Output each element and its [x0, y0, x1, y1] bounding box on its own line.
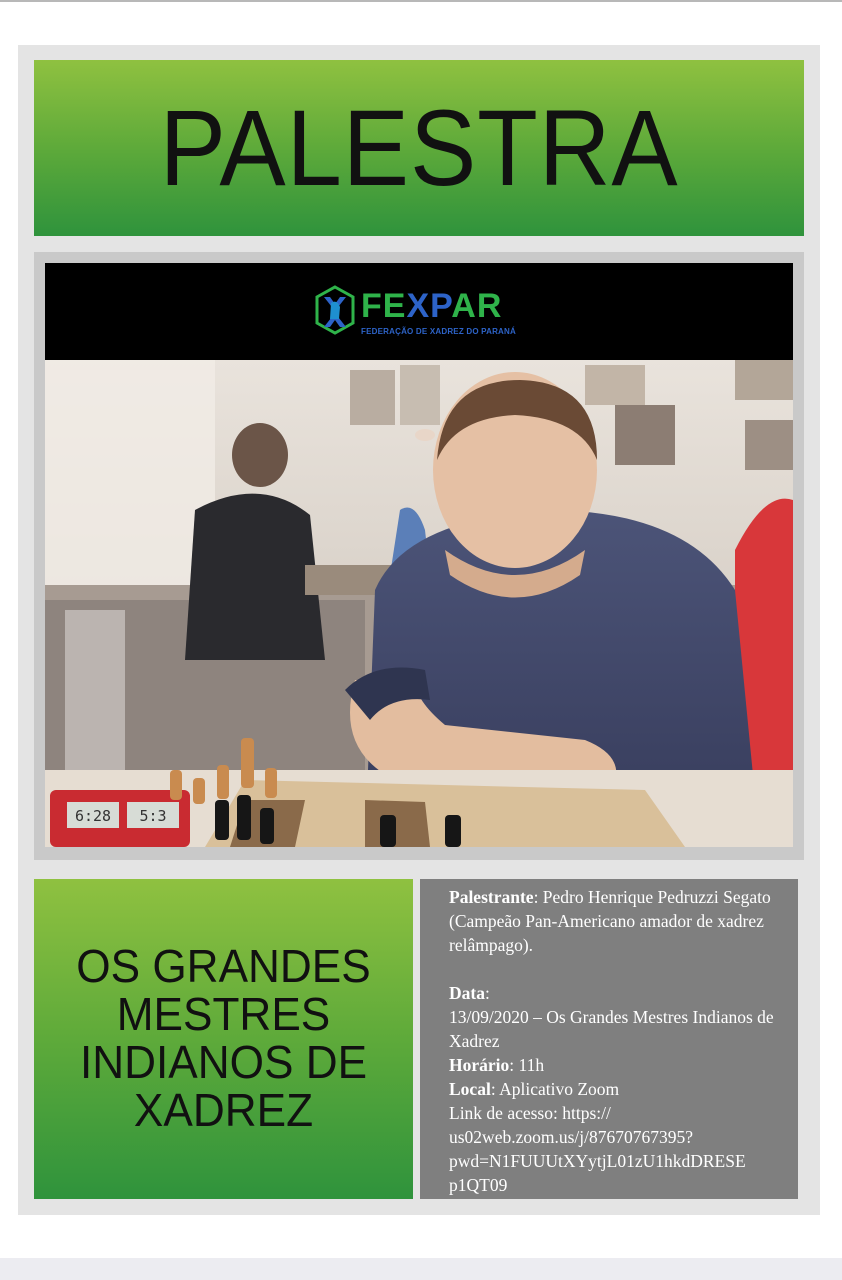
chess-clock-left: 6:28: [74, 807, 112, 825]
zoom-link-line[interactable]: Link de acesso: https://: [449, 1103, 611, 1123]
logo-brand-ar: AR: [451, 287, 503, 325]
talk-title-line: OS GRANDES: [76, 940, 371, 992]
event-info-box: [420, 879, 798, 1199]
time-text: : 11h: [509, 1055, 545, 1075]
time-label: Horário: [449, 1055, 510, 1075]
header-banner: [34, 60, 804, 236]
speaker-photo: [45, 360, 793, 847]
logo-brand-text: [361, 287, 502, 326]
date-heading: [449, 981, 789, 1005]
talk-title: [42, 942, 406, 1134]
logo-bar: [45, 263, 793, 360]
photo-frame: [34, 252, 804, 860]
zoom-link-line[interactable]: pwd=N1FUUUtXYytjL01zU1hkdDRESE: [449, 1151, 746, 1171]
talk-title-line: MESTRES: [116, 988, 331, 1040]
bottom-band: [0, 1258, 842, 1280]
chess-knight-logo-icon: [315, 285, 355, 337]
time-info: [449, 1053, 789, 1077]
place-label: Local: [449, 1079, 491, 1099]
speaker-text: : Pedro Henrique Pedruzzi Segato (Campeão Pan-Americano amador de xadrez relâmpago).: [449, 887, 771, 955]
place-info: [449, 1077, 789, 1101]
date-colon: :: [484, 983, 490, 1003]
page-title: PALESTRA: [159, 87, 679, 208]
talk-title-line: INDIANOS DE: [79, 1036, 368, 1088]
talk-title-line: XADREZ: [133, 1084, 314, 1136]
speaker-label: Palestrante: [449, 887, 534, 907]
chess-player-illustration: [45, 360, 793, 847]
fexpar-logo: [315, 283, 535, 343]
talk-title-box: [34, 879, 413, 1199]
speaker-info: [449, 885, 789, 957]
chess-clock-right: 5:3: [139, 807, 167, 825]
date-label: Data: [449, 983, 485, 1003]
date-text: 13/09/2020 – Os Grandes Mestres Indianos de Xadrez: [449, 1007, 774, 1051]
zoom-link-line[interactable]: us02web.zoom.us/j/87670767395?: [449, 1127, 694, 1147]
logo-subtitle: FEDERAÇÃO DE XADREZ DO PARANÁ: [361, 327, 516, 336]
poster: [18, 45, 820, 1215]
top-divider: [0, 0, 842, 2]
place-text: : Aplicativo Zoom: [490, 1079, 620, 1099]
logo-brand-fe: FE: [361, 287, 407, 325]
zoom-link-line[interactable]: p1QT09: [449, 1175, 508, 1195]
logo-brand-xp: XP: [406, 287, 452, 325]
